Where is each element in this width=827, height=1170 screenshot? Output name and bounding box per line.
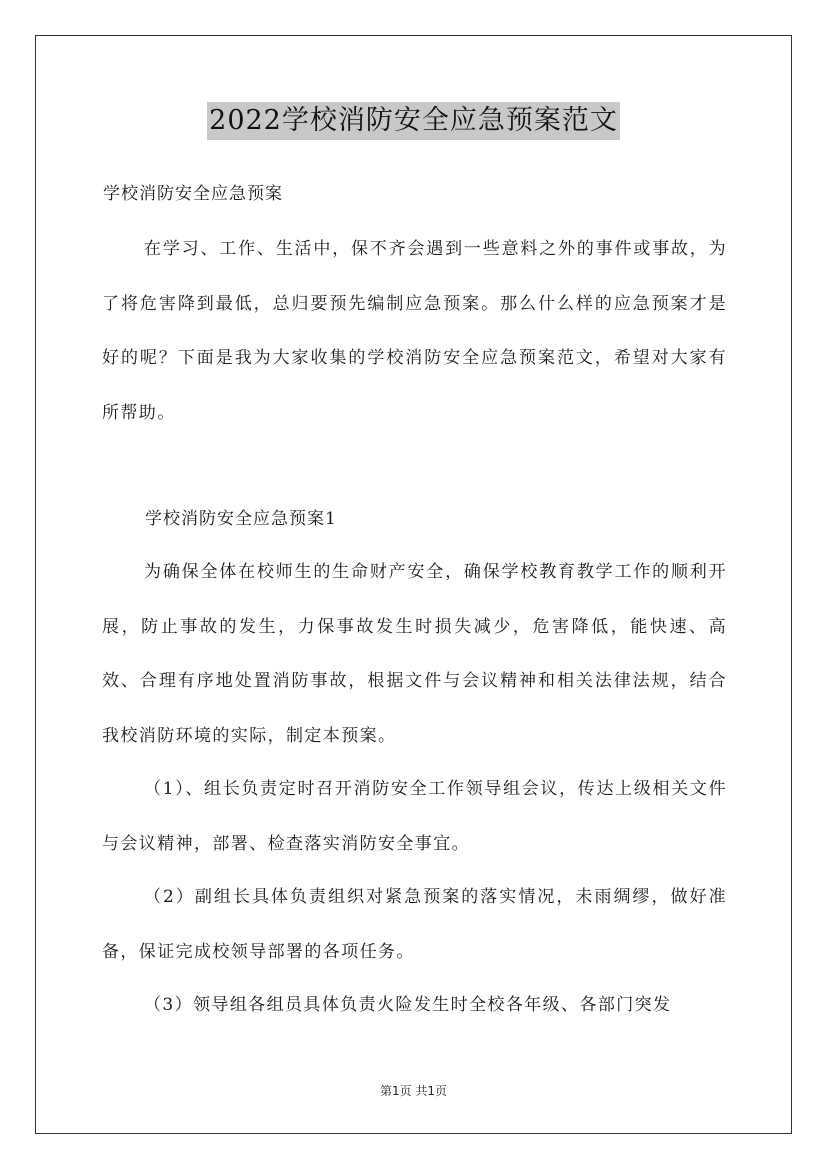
- paragraph-item-2: （2）副组长具体负责组织对紧急预案的落实情况，未雨绸缪，做好准备，保证完成校领导部署的各项任务。: [102, 887, 727, 962]
- paragraph-item-1: （1）、组长负责定时召开消防安全工作领导组会议，传达上级相关文件与会议精神，部署、检查落实消防安全事宜。: [102, 779, 727, 854]
- document-subtitle: 学校消防安全应急预案: [103, 184, 283, 204]
- paragraph-purpose: 为确保全体在校师生的生命财产安全，确保学校教育教学工作的顺利开展，防止事故的发生，力保事故发生时损失减少，危害降低，能快速、高效、合理有序地处置消防事故，根据文件与会议精神和相关法律法规，结合我校消防环境的实际，制定本预案。: [102, 562, 727, 746]
- title-container: [0, 102, 827, 140]
- paragraph-item-3: （3）领导组各组员具体负责火险发生时全校各年级、各部门突发: [144, 995, 672, 1015]
- intro-paragraph: 在学习、工作、生活中，保不齐会遇到一些意料之外的事件或事故，为了将危害降到最低，总归要预先编制应急预案。那么什么样的应急预案才是好的呢？下面是我为大家收集的学校消防安全应急预案范文，希望对大家有所帮助。: [102, 239, 727, 423]
- page-footer: 第1页 共1页: [379, 1084, 448, 1098]
- document-title: 2022学校消防安全应急预案范文: [207, 102, 620, 140]
- section-heading: 学校消防安全应急预案1: [145, 509, 337, 529]
